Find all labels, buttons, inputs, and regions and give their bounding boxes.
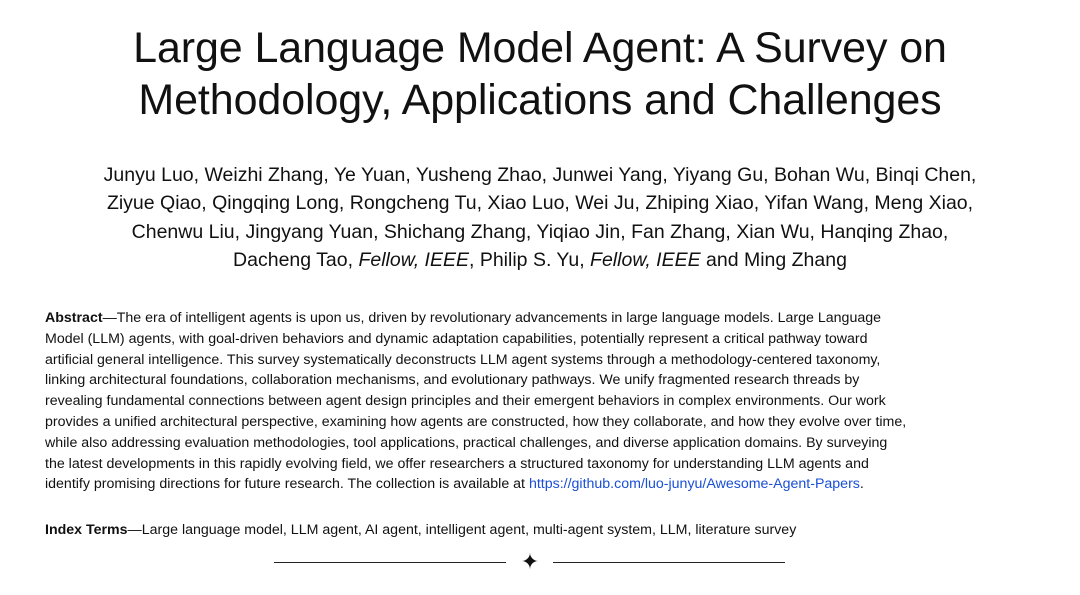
abstract-line-7: while also addressing evaluation methodologies, tool applications, practical challenges, and diverse application domains. By surveying [45,434,888,451]
abstract-line-4: linking architectural foundations, collaboration mechanisms, and evolutionary pathways. We unify fragmented research threads by [45,372,860,389]
paper-title-line-1: Large Language Model Agent: A Survey on [133,24,947,72]
abstract-line-9-end: . [859,476,864,493]
fellow-title-1: Fellow, IEEE [358,248,469,271]
divider-left-rule [274,562,506,563]
sparkle-star-icon: ✦ [520,549,540,574]
author-line-3: Chenwu Liu, Jingyang Yuan, Shichang Zhang, Yiqiao Jin, Fan Zhang, Xian Wu, Hanqing Zhao, [131,220,949,243]
abstract-line-9-text: identify promising directions for future research. The collection is available at [45,476,529,493]
index-terms-heading: Index Terms [45,522,128,538]
index-terms-text: —Large language model, LLM agent, AI agent, intelligent agent, multi-agent system, LLM, literature survey [127,522,797,538]
author-line-4-part-2: , Philip S. Yu, [469,248,591,271]
paper-title [0,22,1080,126]
abstract-line-9 [45,474,1040,495]
author-line-2: Ziyue Qiao, Qingqing Long, Rongcheng Tu, Xiao Luo, Wei Ju, Zhiping Xiao, Yifan Wang, Meng Xiao, [106,192,974,215]
abstract-line-5: revealing fundamental connections between agent design principles and their emergent behaviors in complex environments. Our work [45,393,886,410]
abstract-line-6: provides a unified architectural perspective, examining how agents are constructed, how they collaborate, and how they evolve over time, [45,413,907,430]
author-line-1: Junyu Luo, Weizhi Zhang, Ye Yuan, Yusheng Zhao, Junwei Yang, Yiyang Gu, Bohan Wu, Binqi Chen, [103,164,977,186]
author-line-4-part-3: and Ming Zhang [700,248,847,271]
fellow-title-2: Fellow, IEEE [590,248,701,271]
author-line-4 [0,246,1080,274]
index-terms [45,520,1040,541]
abstract-heading: Abstract [45,310,103,326]
abstract-line-1 [45,308,1040,329]
abstract-line-3: artificial general intelligence. This survey systematically deconstructs LLM agent systems through a methodology-centered taxonomy, [45,351,881,368]
author-line-4-part-1: Dacheng Tao, [233,248,359,271]
abstract [45,308,1040,495]
github-repo-link[interactable]: https://github.com/luo-junyu/Awesome-Agent-Papers [528,476,860,493]
abstract-line-1-text: —The era of intelligent agents is upon us, driven by revolutionary advancements in large language models. Large Language [102,310,882,326]
paper-title-line-2: Methodology, Applications and Challenges [138,76,942,124]
abstract-line-2: Model (LLM) agents, with goal-driven behaviors and dynamic adaptation capabilities, potentially represent a critical pathway toward [45,330,868,347]
author-list [0,161,1080,274]
abstract-line-8: the latest developments in this rapidly evolving field, we offer researchers a structured taxonomy for understanding LLM agents and [45,455,869,472]
divider-right-rule [553,562,785,563]
